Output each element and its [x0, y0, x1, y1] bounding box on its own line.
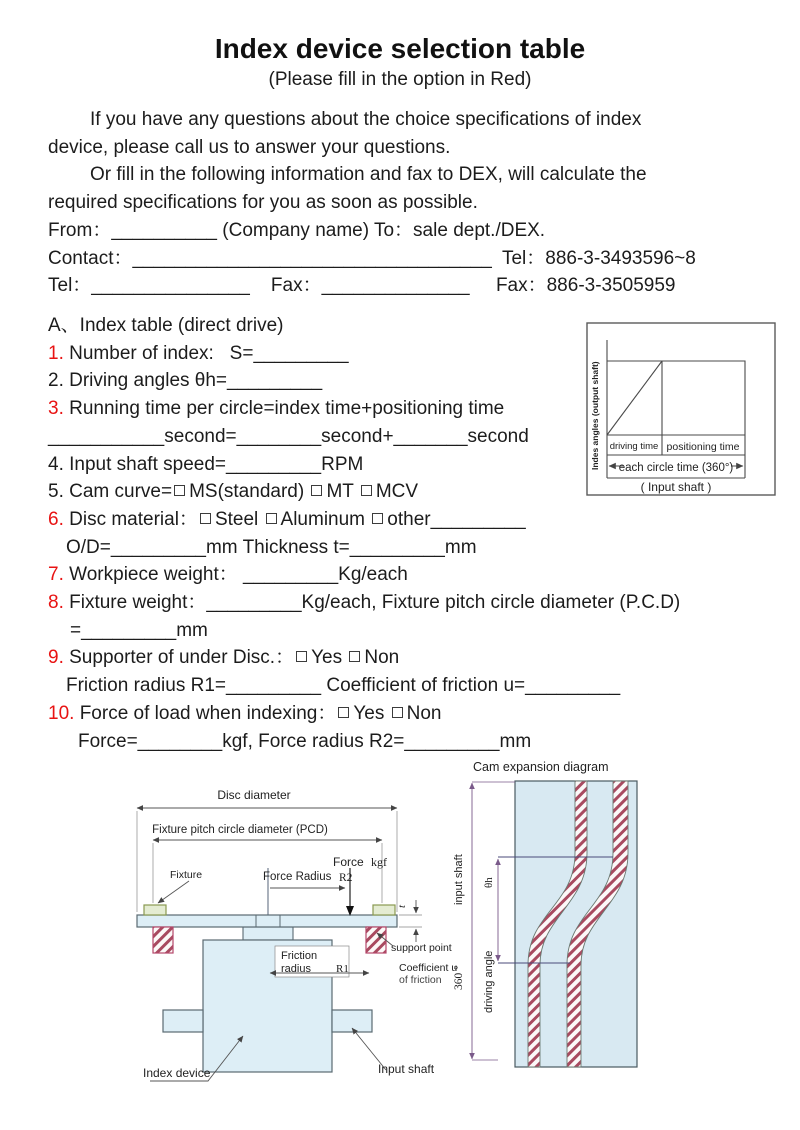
- text-line: [48, 189, 778, 217]
- text: MS(standard): [189, 481, 310, 503]
- blank-field[interactable]: ________: [137, 730, 223, 752]
- text: Fax：886-3-3505959: [469, 275, 676, 297]
- fixture-label: Fixture: [170, 869, 203, 881]
- text: From：: [48, 219, 112, 241]
- input-shaft-axis-label: ( Input shaft ): [640, 480, 712, 494]
- text: Disc material：: [63, 508, 198, 530]
- text-line: [48, 672, 778, 700]
- item-number: 7.: [48, 564, 64, 586]
- text: 5. Cam curve=: [48, 481, 173, 503]
- page-subtitle: (Please fill in the option in Red): [268, 69, 532, 90]
- item-number: 8.: [48, 592, 64, 614]
- support-point-label: support point: [391, 942, 452, 954]
- blank-field[interactable]: _________: [253, 342, 349, 364]
- text: second+: [321, 425, 394, 447]
- text-line: [48, 728, 778, 756]
- force-radius-label: Force Radius: [263, 871, 332, 883]
- checkbox-aluminum[interactable]: [266, 513, 277, 524]
- text: Fax：: [249, 275, 322, 297]
- text: mm: [499, 730, 532, 752]
- force-label: Force: [333, 855, 364, 869]
- text: Yes: [311, 647, 348, 669]
- text: MT: [326, 481, 359, 503]
- text: mm Thickness t=: [205, 536, 350, 558]
- text-line: [48, 644, 778, 672]
- blank-field[interactable]: _________: [81, 619, 177, 641]
- support-block-left: [153, 927, 173, 953]
- text-line: [48, 534, 778, 562]
- index-device-label: Index device: [143, 1066, 211, 1080]
- coefficient-label: Coefficient u: [399, 962, 458, 974]
- positioning-time-label: positioning time: [666, 441, 740, 453]
- fixture-left: [144, 905, 166, 915]
- blank-field[interactable]: _________: [243, 564, 339, 586]
- output-shaft-axis-label: Indes angles (output shaft): [590, 361, 600, 470]
- checkbox-yes-9[interactable]: [296, 651, 307, 662]
- friction-label-1: Friction: [281, 950, 318, 962]
- checkbox-mt[interactable]: [311, 485, 322, 496]
- text: Force of load when indexing：: [74, 702, 337, 724]
- blank-field[interactable]: _________: [227, 370, 323, 392]
- index-angle-mini-chart: [585, 318, 780, 500]
- checkbox-mcv[interactable]: [361, 485, 372, 496]
- item-number: 1.: [48, 342, 64, 364]
- input-shaft-left: [163, 1010, 203, 1032]
- cam-diagram-title: Cam expansion diagram: [473, 760, 609, 774]
- text: other: [387, 508, 431, 530]
- text-line: [48, 506, 778, 534]
- text-line: [48, 617, 778, 645]
- blank-field[interactable]: _______________: [91, 275, 250, 297]
- text-line: [48, 134, 778, 162]
- text-line: [48, 106, 778, 134]
- checkbox-yes-10[interactable]: [338, 707, 349, 718]
- blank-field[interactable]: _________: [226, 453, 322, 475]
- text-line: [48, 272, 778, 300]
- friction-label-2: radius: [281, 963, 311, 975]
- fixture-right: [373, 905, 395, 915]
- text: Fixture weight：: [63, 592, 207, 614]
- support-block-right: [366, 927, 386, 953]
- blank-field[interactable]: _________: [404, 730, 500, 752]
- blank-field[interactable]: _________: [110, 536, 206, 558]
- text: If you have any questions about the choice specifications of index: [90, 109, 642, 130]
- text: Kg/each: [338, 564, 408, 586]
- blank-field[interactable]: __________: [111, 219, 217, 241]
- text: Contact：: [48, 247, 133, 269]
- driving-time-label: driving time: [609, 441, 659, 452]
- blank-field[interactable]: ___________: [48, 425, 165, 447]
- blank-field[interactable]: ________: [236, 425, 322, 447]
- text: Non: [406, 702, 442, 724]
- checkbox-other[interactable]: [372, 513, 383, 524]
- text: Running time per circle=index time+positioning time: [63, 398, 505, 420]
- blank-field[interactable]: _________: [430, 508, 526, 530]
- text: 2. Driving angles θh=: [48, 370, 228, 392]
- thickness-label: t: [396, 904, 408, 908]
- text: Tel：886-3-3493596~8: [491, 247, 696, 269]
- blank-field[interactable]: ______________: [321, 275, 470, 297]
- text: mm: [444, 536, 477, 558]
- text: O/D=: [66, 536, 111, 558]
- blank-field[interactable]: _________: [525, 675, 621, 697]
- text: Supporter of under Disc.：: [63, 647, 295, 669]
- text: RPM: [321, 453, 364, 475]
- text: required specifications for you as soon as possible.: [48, 192, 478, 214]
- text-line: [48, 589, 778, 617]
- checkbox-non-10[interactable]: [392, 707, 403, 718]
- text: Tel：: [48, 275, 92, 297]
- theta-h-label: θh: [483, 877, 495, 888]
- text: Yes: [353, 702, 390, 724]
- driving-angle-label: driving angle: [483, 950, 495, 1013]
- cam-expansion-diagram: [440, 755, 655, 1080]
- blank-field[interactable]: _________: [225, 675, 322, 697]
- text: =: [70, 619, 82, 641]
- pcd-label: Fixture pitch circle diameter (PCD): [152, 824, 328, 836]
- text: Number of index: S=: [63, 342, 254, 364]
- each-circle-time-label: each circle time (360°): [618, 462, 734, 474]
- text: A、Index table (direct drive): [48, 315, 284, 336]
- blank-field[interactable]: _________: [206, 592, 302, 614]
- checkbox-non-9[interactable]: [349, 651, 360, 662]
- text-line: [48, 245, 778, 273]
- checkbox-ms[interactable]: [174, 485, 185, 496]
- item-number: 10.: [48, 702, 75, 724]
- text: Non: [364, 647, 400, 669]
- text: Or fill in the following information and fax to DEX, will calculate the: [90, 164, 647, 186]
- disc: [137, 915, 397, 927]
- text: second: [467, 425, 529, 447]
- r2-label: R2: [339, 872, 353, 884]
- disc-assembly-shapes: [137, 868, 397, 1072]
- text: Kg/each, Fixture pitch circle diameter (P.C.D): [301, 592, 681, 614]
- text: second=: [164, 425, 237, 447]
- text-line: [48, 700, 778, 728]
- page-title: Index device selection table: [214, 33, 586, 64]
- item-number: 6.: [48, 508, 64, 530]
- disc-assembly-diagram: [90, 770, 470, 1090]
- text: (Company name) To：sale dept./DEX.: [217, 219, 546, 241]
- text: 4. Input shaft speed=: [48, 453, 226, 475]
- input-shaft-label: Input shaft: [378, 1062, 435, 1076]
- text: kgf, Force radius R2=: [222, 730, 405, 752]
- text: device, please call us to answer your questions.: [48, 136, 451, 158]
- text: Steel: [214, 508, 264, 530]
- text: Friction radius R1=: [66, 675, 226, 697]
- dim-input-shaft-label: input shaft: [453, 854, 465, 905]
- item-number: 3.: [48, 398, 64, 420]
- text: Aluminum: [280, 508, 371, 530]
- dim-360-label: 360 °: [453, 965, 465, 990]
- text-line: [48, 161, 778, 189]
- checkbox-steel[interactable]: [200, 513, 211, 524]
- text-line: [48, 561, 778, 589]
- disc-diameter-label: Disc diameter: [217, 788, 291, 802]
- r1-label: R1: [336, 963, 349, 975]
- text: Workpiece weight：: [63, 564, 244, 586]
- text-line: [48, 217, 778, 245]
- blank-field[interactable]: _______: [393, 425, 468, 447]
- intro-section: [48, 106, 778, 300]
- text: MCV: [375, 481, 419, 503]
- blank-field[interactable]: __________________________________: [132, 247, 492, 269]
- text: Coefficient of friction u=: [321, 675, 526, 697]
- of-friction-label: of friction: [399, 974, 442, 986]
- item-number: 9.: [48, 647, 64, 669]
- text: Force=: [78, 730, 138, 752]
- text: mm: [176, 619, 208, 641]
- blank-field[interactable]: _________: [349, 536, 445, 558]
- force-unit-label: kgf: [371, 855, 387, 869]
